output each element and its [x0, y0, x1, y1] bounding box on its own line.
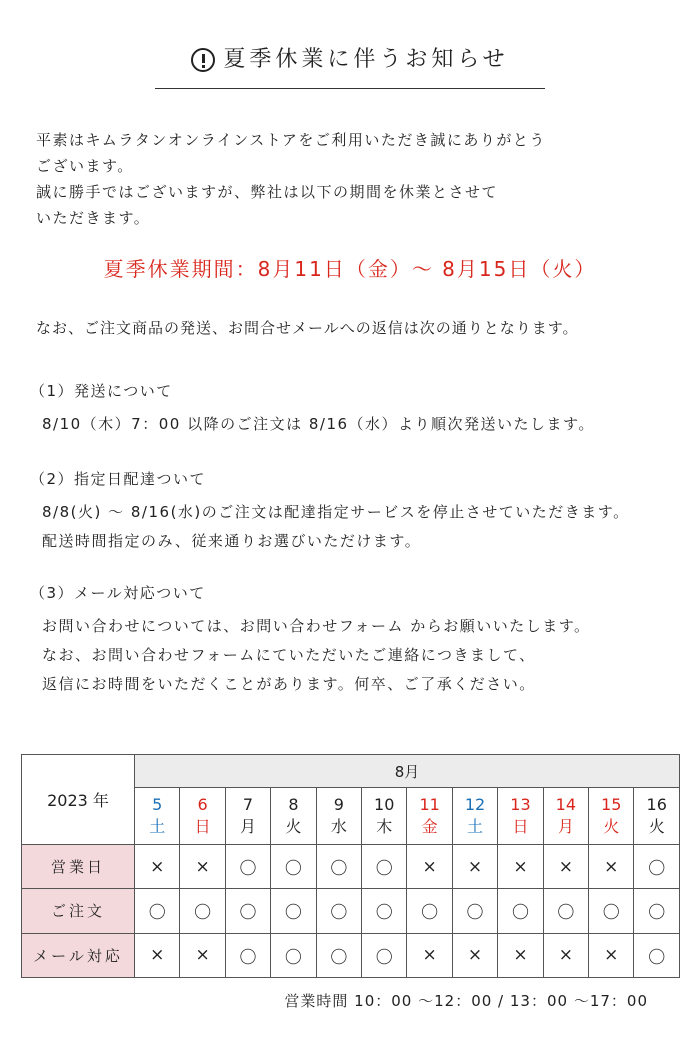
status-mark: 〇 — [180, 889, 225, 933]
intro-text — [36, 127, 676, 231]
section-line: お問い合わせについては、お問い合わせフォーム からお願いいたします。 — [42, 617, 591, 635]
day-number: 13 — [510, 795, 531, 814]
status-mark: 〇 — [634, 889, 680, 933]
section-line: 8/10（木）7：00 以降のご注文は 8/16（水）より順次発送いたします。 — [42, 415, 595, 433]
section-line: なお、お問い合わせフォームにていただいたご連絡につきまして、 — [42, 646, 536, 664]
calendar-day-cell — [316, 788, 361, 845]
status-mark: 〇 — [407, 889, 452, 933]
day-weekday: 火 — [603, 817, 620, 836]
business-hours: 営業時間 10：00 〜12：00 / 13：00 〜17：00 — [284, 992, 648, 1010]
status-mark: 〇 — [135, 889, 180, 933]
status-mark: 〇 — [634, 845, 680, 889]
calendar-status-row — [22, 845, 680, 889]
status-mark: × — [589, 933, 634, 977]
status-mark: × — [407, 933, 452, 977]
status-mark: × — [135, 845, 180, 889]
exclamation-circle-icon — [191, 48, 215, 72]
calendar-day-cell — [543, 788, 588, 845]
intro-line: 誠に勝手ではございますが、弊社は以下の期間を休業とさせて — [36, 183, 499, 201]
day-number: 14 — [555, 795, 577, 814]
intro-line: 平素はキムラタンオンラインストアをご利用いただき誠にありがとう — [36, 131, 546, 149]
status-mark: 〇 — [225, 845, 270, 889]
status-mark: 〇 — [271, 933, 316, 977]
calendar-day-cell — [498, 788, 543, 845]
status-mark: × — [407, 845, 452, 889]
page-title-text: 夏季休業に伴うお知らせ — [223, 47, 509, 72]
row-label: メール対応 — [22, 933, 135, 977]
status-mark: 〇 — [271, 845, 316, 889]
business-calendar — [21, 754, 680, 978]
row-label: ご注文 — [22, 889, 135, 933]
calendar-header-row — [22, 755, 680, 788]
calendar-day-cell — [362, 788, 407, 845]
day-number: 7 — [242, 795, 254, 814]
calendar-status-row — [22, 889, 680, 933]
day-weekday: 水 — [330, 817, 347, 836]
calendar-day-cell — [634, 788, 680, 845]
holiday-period: 夏季休業期間：8月11日（金）〜 8月15日（火） — [103, 257, 597, 281]
section-delivery-date — [30, 466, 630, 556]
section-heading: （2）指定日配達ついて — [30, 470, 207, 488]
day-weekday: 火 — [648, 817, 665, 836]
day-number: 11 — [419, 795, 440, 814]
day-number: 5 — [152, 795, 163, 814]
day-number: 8 — [288, 795, 299, 814]
section-heading: （3）メール対応ついて — [30, 584, 206, 602]
day-number: 16 — [646, 795, 667, 814]
status-mark: × — [543, 845, 588, 889]
calendar-day-cell — [407, 788, 452, 845]
day-number: 12 — [464, 795, 486, 814]
status-mark: × — [180, 933, 225, 977]
status-mark: × — [498, 845, 543, 889]
status-mark: 〇 — [316, 845, 361, 889]
calendar-day-cell — [589, 788, 634, 845]
status-mark: 〇 — [362, 845, 407, 889]
section-heading: （1）発送について — [30, 382, 173, 400]
calendar-status-row — [22, 933, 680, 977]
day-number: 9 — [333, 795, 344, 814]
day-weekday: 土 — [467, 817, 484, 836]
day-number: 6 — [197, 795, 208, 814]
day-number: 10 — [374, 795, 395, 814]
status-mark: 〇 — [589, 889, 634, 933]
day-weekday: 月 — [240, 817, 257, 836]
intro-line: いただきます。 — [36, 209, 151, 227]
status-mark: × — [498, 933, 543, 977]
status-mark: 〇 — [225, 889, 270, 933]
status-mark: 〇 — [362, 889, 407, 933]
calendar-day-cell — [225, 788, 270, 845]
day-weekday: 土 — [149, 817, 166, 836]
status-mark: × — [452, 845, 497, 889]
status-mark: 〇 — [362, 933, 407, 977]
status-mark: 〇 — [452, 889, 497, 933]
status-mark: × — [135, 933, 180, 977]
row-label: 営業日 — [22, 845, 135, 889]
notice-text: なお、ご注文商品の発送、お問合せメールへの返信は次の通りとなります。 — [36, 319, 579, 337]
section-shipping — [30, 378, 595, 439]
day-weekday: 月 — [557, 817, 574, 836]
calendar-year: 2023 年 — [22, 755, 135, 845]
calendar-day-cell — [271, 788, 316, 845]
status-mark: 〇 — [498, 889, 543, 933]
status-mark: × — [180, 845, 225, 889]
day-weekday: 火 — [285, 817, 302, 836]
section-line: 返信にお時間をいただくことがあります。何卒、ご了承ください。 — [42, 675, 536, 693]
status-mark: 〇 — [543, 889, 588, 933]
status-mark: 〇 — [271, 889, 316, 933]
status-mark: 〇 — [225, 933, 270, 977]
status-mark: 〇 — [316, 889, 361, 933]
day-weekday: 木 — [376, 817, 393, 836]
status-mark: × — [589, 845, 634, 889]
day-weekday: 日 — [194, 817, 211, 836]
day-weekday: 日 — [512, 817, 529, 836]
calendar-day-cell — [135, 788, 180, 845]
status-mark: × — [543, 933, 588, 977]
status-mark: 〇 — [634, 933, 680, 977]
page-title — [191, 40, 508, 80]
title-block — [155, 40, 545, 89]
section-line: 配送時間指定のみ、従来通りお選びいただけます。 — [42, 532, 422, 550]
calendar-day-cell — [180, 788, 225, 845]
day-weekday: 金 — [421, 817, 438, 836]
intro-line: ございます。 — [36, 157, 134, 175]
calendar-month: 8月 — [135, 755, 680, 788]
section-email — [30, 580, 591, 699]
calendar-day-cell — [452, 788, 497, 845]
day-number: 15 — [601, 795, 622, 814]
status-mark: × — [452, 933, 497, 977]
status-mark: 〇 — [316, 933, 361, 977]
section-line: 8/8(火) 〜 8/16(水)のご注文は配達指定サービスを停止させていただきます。 — [42, 503, 630, 521]
